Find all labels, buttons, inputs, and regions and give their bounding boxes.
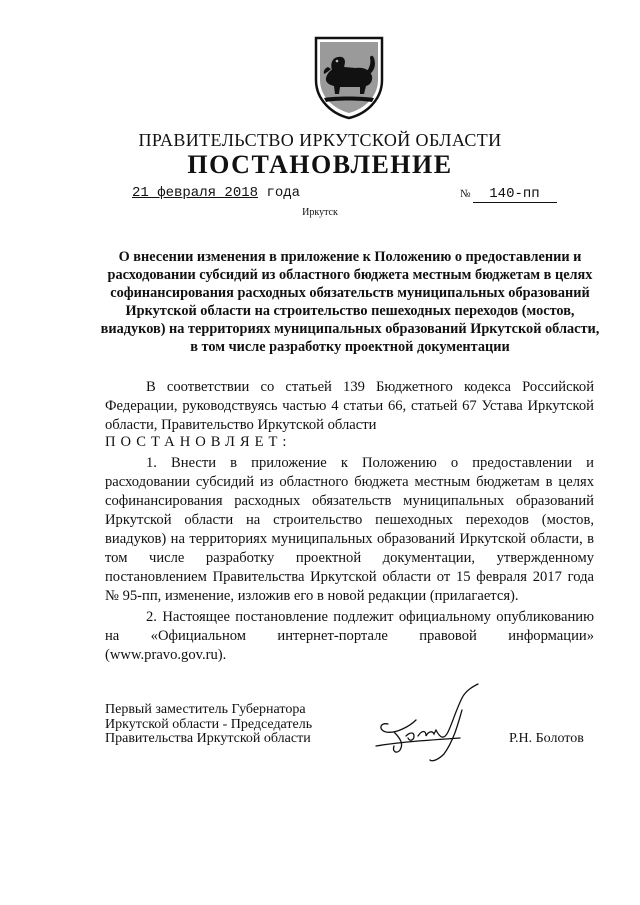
item-2-paragraph: 2. Настоящее постановление подлежит официальному опубликованию на «Официальном интернет-портале правовой информации» (www.pravo.gov.ru). [105,609,594,663]
government-title: ПРАВИТЕЛЬСТВО ИРКУТСКОЙ ОБЛАСТИ [138,130,502,150]
signer-name: Р.Н. Болотов [509,731,584,746]
document-number [460,186,557,203]
coat-of-arms-icon [312,34,386,120]
date-value: 21 февраля 2018 [132,185,259,201]
position-line-3: Правительства Иркутской области [105,731,311,746]
document-heading: О внесении изменения в приложение к Положению о предоставлении и расходовании субсидий из областного бюджета местным бюджетам в целях софинансирования расходных обязательств муниципальных образований Иркутской области на строительство пешеходных переходов (мостов, виадуков) на территориях муниципальных образований Иркутской области, в том числе разработку проектной документации [100,249,600,355]
position-line-1: Первый заместитель Губернатора [105,702,306,717]
signer-position [105,703,312,747]
number-sign: № [460,188,471,200]
item-1-paragraph: 1. Внести в приложение к Положению о предоставлении и расходовании субсидий из областного бюджета местным бюджетам в целях софинансирования расходных обязательств муниципальных образований Иркутской области на строительство пешеходных переходов (мостов, виадуков) на территориях муниципальных образований Иркутской области, в том числе разработку проектной документации, утвержденному постановлением Правительства Иркутской области от 15 февраля 2017 года № 95-пп, изменение, изложив его в новой редакции (прилагается). [105,455,594,604]
number-value: 140-пп [473,186,557,203]
document-type-title: ПОСТАНОВЛЕНИЕ [187,150,453,179]
intro-paragraph: В соответствии со статьей 139 Бюджетного кодекса Российской Федерации, руководствуясь частью 4 статьи 66, статьей 67 Устава Иркутской области, Правительство Иркутской области [105,379,594,433]
decree-word: ПОСТАНОВЛЯЕТ: [105,434,292,450]
position-line-2: Иркутской области - Председатель [105,716,313,732]
signature-icon [370,680,500,765]
document-date [132,185,300,201]
date-suffix: года [266,185,301,201]
city-label: Иркутск [302,207,338,218]
